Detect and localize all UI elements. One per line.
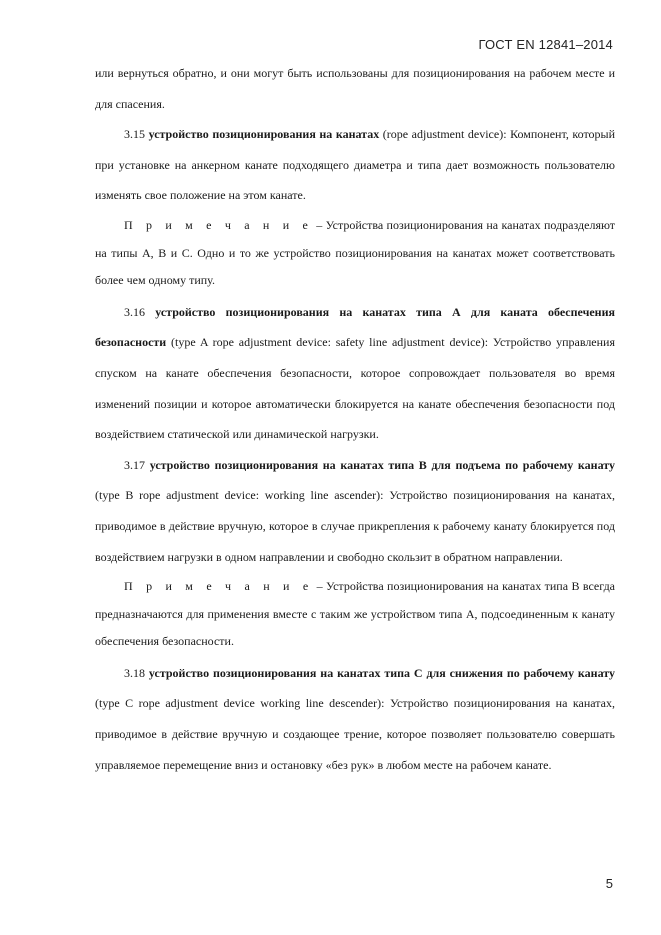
note-1	[95, 212, 615, 295]
standard-header: ГОСТ EN 12841–2014	[478, 37, 613, 52]
section-3-17	[95, 450, 615, 572]
section-3-18	[95, 658, 615, 780]
english-term: (type A rope adjustment device: safety line adjustment device):	[171, 335, 489, 350]
note-2	[95, 573, 615, 656]
section-number: 3.15	[124, 127, 145, 142]
section-3-15	[95, 119, 615, 211]
english-term: (type C rope adjustment device working line descender):	[95, 696, 385, 711]
note-text: – Устройства позиционирования на канатах типа В всегда предназначаются для применения вместе с таким же устройством типа А, подсоединенным к канату обеспечения безопасности.	[95, 579, 616, 649]
page-number: 5	[605, 876, 613, 891]
section-3-16	[95, 297, 615, 450]
note-label: П р и м е ч а н и е	[124, 579, 314, 594]
intro-paragraph: или вернуться обратно, и они могут быть использованы для позиционирования на рабочем месте и для спасения.	[95, 66, 615, 111]
note-text: – Устройства позиционирования на канатах подразделяют на типы А, В и С. Одно и то же устройство позиционирования на канатах может соответствовать более чем одному типу.	[95, 217, 616, 288]
term-title: устройство позиционирования на канатах типа А для каната обеспечения безопасности	[95, 304, 615, 350]
term-title: устройство позиционирования на канатах типа С для снижения по рабочему канату	[148, 665, 616, 680]
section-number: 3.17	[124, 457, 145, 472]
definition-text: Устройство позиционирования на канатах, приводимое в действие вручную, которое в случае прикрепления к рабочему канату блокируется под воздействием нагрузки в одном направлении и свободно скользит в обратном направлении.	[95, 488, 616, 564]
english-term: (type B rope adjustment device: working line ascender):	[95, 488, 384, 503]
section-number: 3.18	[124, 665, 145, 680]
section-number: 3.16	[124, 304, 145, 319]
english-term: (rope adjustment device):	[382, 127, 507, 142]
term-title: устройство позиционирования на канатах типа В для подъема по рабочему канату	[149, 457, 616, 472]
note-label: П р и м е ч а н и е	[124, 217, 313, 232]
document-body	[95, 58, 615, 780]
definition-text: Компонент, который при установке на анкерном канате подходящего диаметра и типа дает возможность пользователю изменять свое положение на этом канате.	[95, 127, 616, 203]
definition-text: Устройство управления спуском на канате обеспечения безопасности, которое сопровождает пользователя во время изменений позиции и которое автоматически блокируется на канате обеспечения безопасности под воздействием статической или динамической нагрузки.	[95, 335, 615, 442]
definition-text: Устройство позиционирования на канатах, приводимое в действие вручную и создающее трение, которое позволяет пользователю совершать управляемое перемещение вниз и остановку «без рук» в любом месте на рабочем канате.	[95, 696, 616, 772]
term-title: устройство позиционирования на канатах	[148, 127, 380, 142]
